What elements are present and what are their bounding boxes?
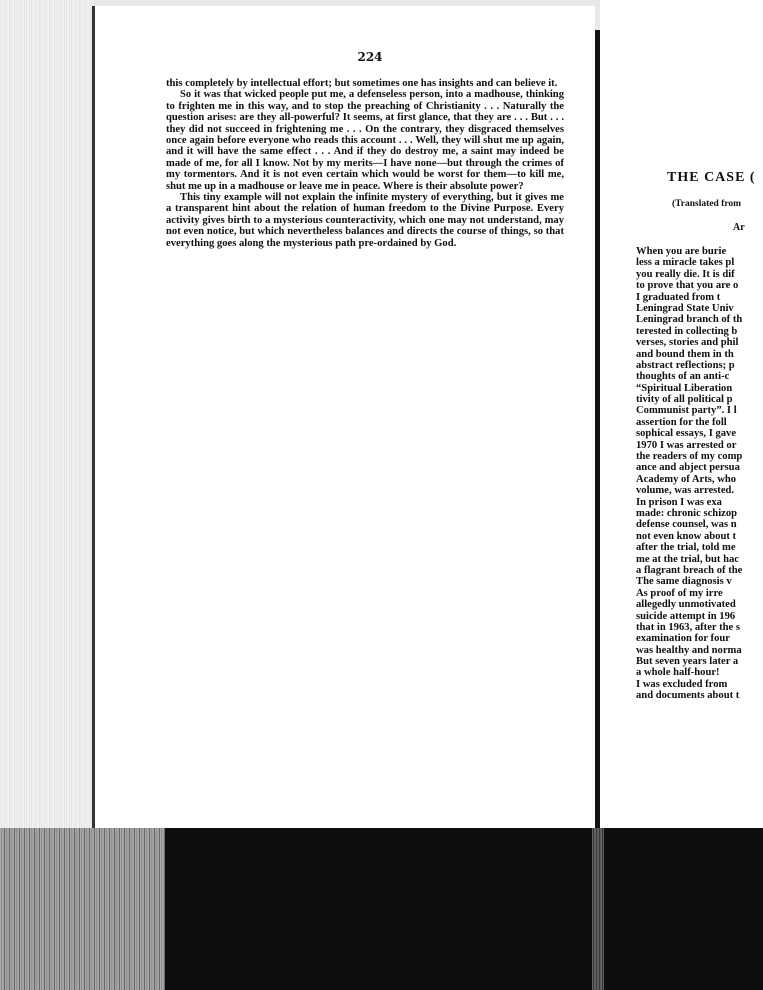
text-line: terested in collecting b xyxy=(636,325,738,337)
text-line: The same diagnosis v xyxy=(636,576,732,588)
page-number: 224 xyxy=(357,50,383,64)
text-line: was healthy and norma xyxy=(636,644,742,656)
paragraph: So it was that wicked people put me, a defenseless person, into a madhouse, thinking to frighten me in this way, and to stop the preaching of Christianity . . . Naturally the question arises: are they all-powerful? It seems, at first glance, that they are . . . But . . . they did not succeed in frightening me . . . On the contrary, they disgraced themselves once again before everyone who reads this account . . . Well, they will shut me up again, and it will have the same effect . . . And if they do destroy me, a saint may indeed be made of me, for all I know. Not by my merits—I have none—but through the crimes of my tormentors. And it is not even certain which would be worst for them—to kill me, shut me up in a madhouse or leave me in peace. Where is their absolute power? xyxy=(166,89,564,192)
text-line: volume, was arrested. xyxy=(636,485,735,497)
paragraph: this completely by intellectual effort; but sometimes one has insights and can believe it. xyxy=(166,78,558,89)
text-line: me at the trial, but hac xyxy=(636,553,739,565)
text-line: verses, stories and phil xyxy=(636,337,739,349)
text-line: As proof of my irre xyxy=(636,587,723,599)
text-line: When you are burie xyxy=(636,246,727,257)
text-line: and documents about t xyxy=(636,690,740,702)
right-page-title: THE CASE ( xyxy=(667,170,756,185)
text-line: abstract reflections; p xyxy=(636,359,735,371)
text-line: thoughts of an anti-c xyxy=(636,371,730,383)
text-line: after the trial, told me xyxy=(636,542,736,554)
paragraph: This tiny example will not explain the infinite mystery of everything, but it gives me a transparent hint about the relation of human freedom to the Divine Purpose. Every activity gives birth to a mysterious counteractivity, which one may not understand, may not even notice, but which nevertheless balances and directs the course of things, so that everything goes along the mysterious path pre-ordained by God. xyxy=(166,192,564,249)
text-line: a flagrant breach of the xyxy=(636,564,743,576)
book-page-edges-bottom xyxy=(0,828,165,990)
text-line: “Spiritual Liberation xyxy=(636,382,733,394)
text-line: assertion for the foll xyxy=(636,416,727,428)
right-page-heading: Ar xyxy=(733,222,745,233)
text-line: the readers of my comp xyxy=(636,451,743,463)
text-line: defense counsel, was n xyxy=(636,519,737,531)
text-line: sophical essays, I gave xyxy=(636,428,737,440)
text-line: In prison I was exa xyxy=(636,496,722,508)
text-line: that in 1963, after the s xyxy=(636,621,740,633)
text-line: Academy of Arts, who xyxy=(636,473,737,485)
text-line: you really die. It is dif xyxy=(636,268,735,280)
text-line: Leningrad State Univ xyxy=(636,302,734,314)
text-line: I graduated from t xyxy=(636,291,721,303)
right-page-body xyxy=(636,246,742,702)
text-line: made: chronic schizop xyxy=(636,507,738,519)
text-line: Communist party”. I l xyxy=(636,405,737,417)
text-line: less a miracle takes pl xyxy=(636,257,735,269)
text-line: But seven years later a xyxy=(636,656,739,668)
text-line: suicide attempt in 196 xyxy=(636,610,736,622)
text-line: tivity of all political p xyxy=(636,394,733,406)
text-line: and bound them in th xyxy=(636,348,734,360)
text-line: 1970 I was arrested or xyxy=(636,439,737,451)
left-page-body xyxy=(166,78,564,249)
text-line: not even know about t xyxy=(636,530,737,542)
book-spine-shadow xyxy=(592,828,604,990)
text-line: I was excluded from xyxy=(636,678,728,690)
text-line: a whole half-hour! xyxy=(636,667,720,679)
text-line: to prove that you are o xyxy=(636,280,739,292)
text-line: allegedly unmotivated xyxy=(636,599,736,611)
right-page-subtitle: (Translated from xyxy=(672,199,742,209)
text-line: ance and abject persua xyxy=(636,462,740,474)
text-line: Leningrad branch of th xyxy=(636,314,743,326)
text-line: examination for four xyxy=(636,633,730,645)
